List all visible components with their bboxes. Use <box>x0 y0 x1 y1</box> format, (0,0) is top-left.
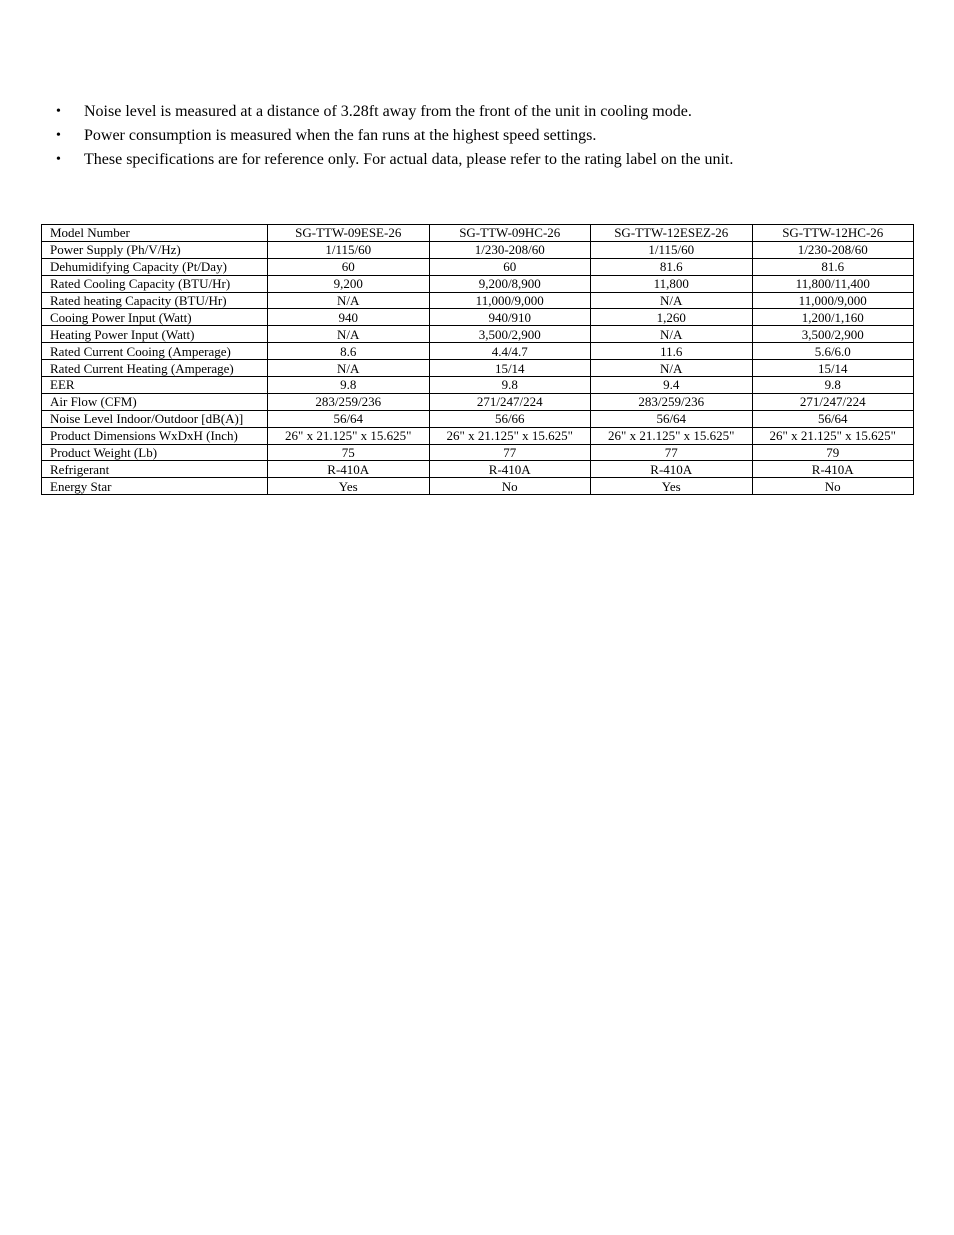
spec-value-cell: 26" x 21.125" x 15.625" <box>429 427 591 444</box>
spec-value-cell: 940/910 <box>429 309 591 326</box>
spec-value-cell: 8.6 <box>268 343 430 360</box>
spec-value-cell: 9.8 <box>268 377 430 394</box>
spec-value-cell: SG-TTW-12HC-26 <box>752 225 914 242</box>
spec-value-cell: 1/115/60 <box>591 241 753 258</box>
spec-value-cell: 75 <box>268 444 430 461</box>
spec-value-cell: 81.6 <box>752 258 914 275</box>
table-row <box>42 444 914 461</box>
spec-value-cell: 11,000/9,000 <box>429 292 591 309</box>
spec-value-cell: R-410A <box>752 461 914 478</box>
spec-label-cell: Dehumidifying Capacity (Pt/Day) <box>42 258 268 275</box>
spec-value-cell: 60 <box>429 258 591 275</box>
spec-value-cell: 283/259/236 <box>591 393 753 410</box>
spec-value-cell: SG-TTW-09ESE-26 <box>268 225 430 242</box>
spec-value-cell: Yes <box>591 478 753 495</box>
spec-value-cell: R-410A <box>268 461 430 478</box>
spec-label-cell: Rated Current Heating (Amperage) <box>42 360 268 377</box>
spec-value-cell: 1,260 <box>591 309 753 326</box>
spec-label-cell: Rated heating Capacity (BTU/Hr) <box>42 292 268 309</box>
table-row <box>42 241 914 258</box>
table-row <box>42 360 914 377</box>
spec-value-cell: Yes <box>268 478 430 495</box>
spec-label-cell: Product Dimensions WxDxH (Inch) <box>42 427 268 444</box>
spec-value-cell: 56/64 <box>591 410 753 427</box>
table-row <box>42 410 914 427</box>
spec-value-cell: 56/66 <box>429 410 591 427</box>
spec-value-cell: 1/115/60 <box>268 241 430 258</box>
spec-value-cell: N/A <box>268 292 430 309</box>
table-row <box>42 292 914 309</box>
spec-label-cell: Noise Level Indoor/Outdoor [dB(A)] <box>42 410 268 427</box>
spec-value-cell: N/A <box>591 292 753 309</box>
spec-value-cell: 11,800/11,400 <box>752 275 914 292</box>
note-text: Power consumption is measured when the fan runs at the highest speed settings. <box>84 127 597 144</box>
spec-value-cell: 26" x 21.125" x 15.625" <box>591 427 753 444</box>
spec-label-cell: Air Flow (CFM) <box>42 393 268 410</box>
spec-label-cell: Rated Cooling Capacity (BTU/Hr) <box>42 275 268 292</box>
spec-value-cell: 77 <box>429 444 591 461</box>
table-row <box>42 343 914 360</box>
note-text: These specifications are for reference only. For actual data, please refer to the rating label on the unit. <box>84 151 734 168</box>
spec-value-cell: N/A <box>268 326 430 343</box>
spec-value-cell: No <box>429 478 591 495</box>
table-row <box>42 225 914 242</box>
spec-value-cell: 271/247/224 <box>752 393 914 410</box>
spec-value-cell: N/A <box>591 360 753 377</box>
spec-value-cell: 9,200 <box>268 275 430 292</box>
spec-value-cell: 1/230-208/60 <box>752 241 914 258</box>
spec-value-cell: 5.6/6.0 <box>752 343 914 360</box>
spec-label-cell: Refrigerant <box>42 461 268 478</box>
spec-value-cell: No <box>752 478 914 495</box>
bullet-icon: • <box>56 152 61 167</box>
table-row <box>42 309 914 326</box>
spec-value-cell: 9.8 <box>429 377 591 394</box>
spec-value-cell: 4.4/4.7 <box>429 343 591 360</box>
bullet-icon: • <box>56 128 61 143</box>
spec-value-cell: 3,500/2,900 <box>752 326 914 343</box>
spec-value-cell: 81.6 <box>591 258 753 275</box>
bullet-icon: • <box>56 104 61 119</box>
spec-label-cell: Model Number <box>42 225 268 242</box>
table-row <box>42 275 914 292</box>
specifications-table-body <box>42 225 914 495</box>
spec-value-cell: 26" x 21.125" x 15.625" <box>268 427 430 444</box>
table-row <box>42 326 914 343</box>
spec-value-cell: 56/64 <box>268 410 430 427</box>
table-row <box>42 478 914 495</box>
spec-value-cell: 271/247/224 <box>429 393 591 410</box>
spec-value-cell: 15/14 <box>752 360 914 377</box>
spec-value-cell: 1/230-208/60 <box>429 241 591 258</box>
spec-value-cell: 11,000/9,000 <box>752 292 914 309</box>
spec-value-cell: R-410A <box>429 461 591 478</box>
spec-value-cell: 56/64 <box>752 410 914 427</box>
table-row <box>42 377 914 394</box>
spec-value-cell: 60 <box>268 258 430 275</box>
specifications-table <box>41 224 914 495</box>
spec-label-cell: Energy Star <box>42 478 268 495</box>
spec-label-cell: Product Weight (Lb) <box>42 444 268 461</box>
spec-value-cell: 79 <box>752 444 914 461</box>
spec-value-cell: 9.8 <box>752 377 914 394</box>
spec-value-cell: N/A <box>268 360 430 377</box>
spec-label-cell: Power Supply (Ph/V/Hz) <box>42 241 268 258</box>
spec-value-cell: SG-TTW-09HC-26 <box>429 225 591 242</box>
spec-label-cell: EER <box>42 377 268 394</box>
spec-value-cell: 77 <box>591 444 753 461</box>
spec-label-cell: Cooing Power Input (Watt) <box>42 309 268 326</box>
spec-value-cell: N/A <box>591 326 753 343</box>
spec-label-cell: Heating Power Input (Watt) <box>42 326 268 343</box>
spec-value-cell: 283/259/236 <box>268 393 430 410</box>
spec-value-cell: 11.6 <box>591 343 753 360</box>
note-item <box>56 148 916 172</box>
spec-value-cell: 26" x 21.125" x 15.625" <box>752 427 914 444</box>
table-row <box>42 461 914 478</box>
table-row <box>42 427 914 444</box>
spec-value-cell: 1,200/1,160 <box>752 309 914 326</box>
note-item <box>56 100 916 124</box>
spec-label-cell: Rated Current Cooing (Amperage) <box>42 343 268 360</box>
spec-value-cell: SG-TTW-12ESEZ-26 <box>591 225 753 242</box>
note-item <box>56 124 916 148</box>
spec-value-cell: 9.4 <box>591 377 753 394</box>
table-row <box>42 258 914 275</box>
table-row <box>42 393 914 410</box>
notes-list <box>56 100 916 172</box>
note-text: Noise level is measured at a distance of 3.28ft away from the front of the unit in cooling mode. <box>84 103 692 120</box>
spec-value-cell: 9,200/8,900 <box>429 275 591 292</box>
spec-value-cell: 3,500/2,900 <box>429 326 591 343</box>
spec-value-cell: 940 <box>268 309 430 326</box>
spec-value-cell: 11,800 <box>591 275 753 292</box>
spec-value-cell: 15/14 <box>429 360 591 377</box>
spec-value-cell: R-410A <box>591 461 753 478</box>
